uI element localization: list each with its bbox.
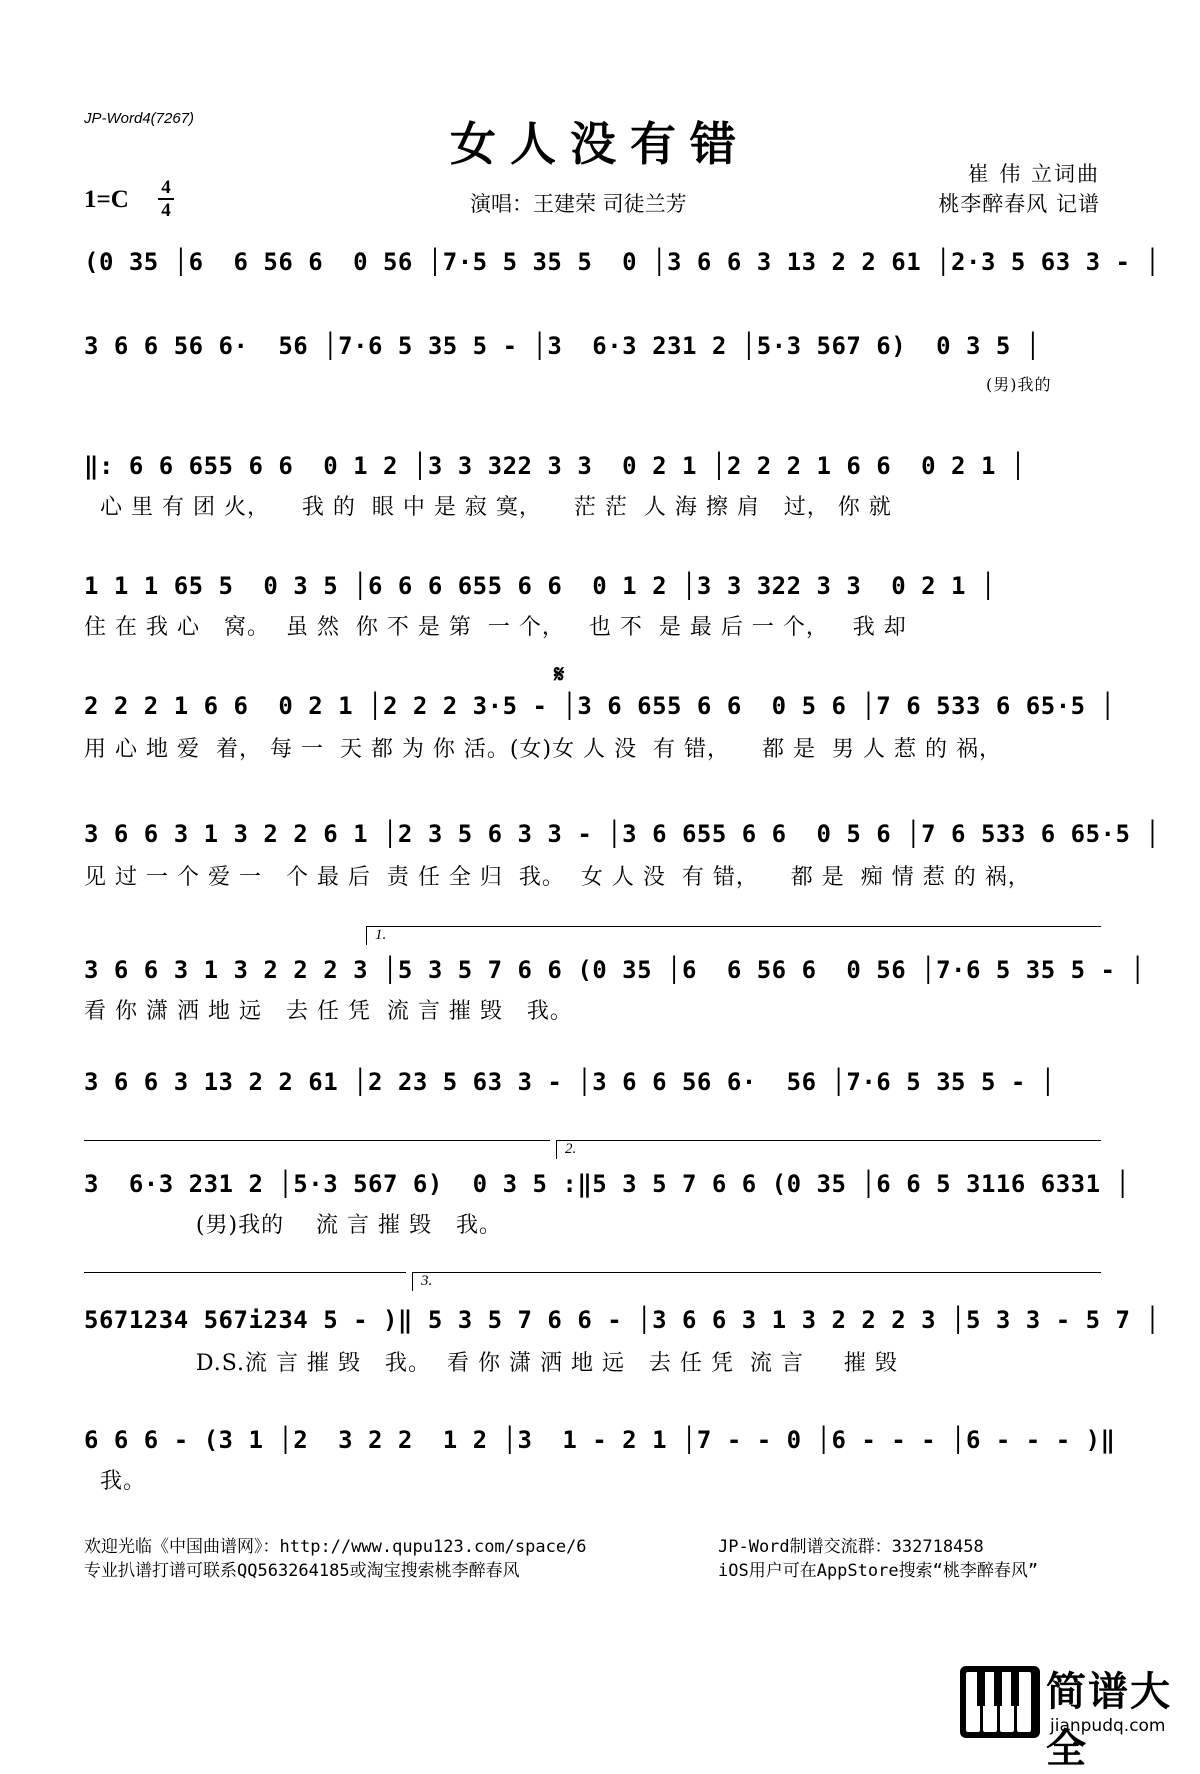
- volta-2-bracket: [556, 1140, 1101, 1159]
- logo-text: 简谱大全: [1046, 1669, 1172, 1772]
- volta-1-label: 1.: [375, 927, 387, 943]
- footer-website: 欢迎光临《中国曲谱网》：http://www.qupu123.com/space/6: [84, 1537, 587, 1557]
- score-row-11: 6 6 6 - (3 1 │2 3 2 2 1 2 │3 1 - 2 1 │7 - - 0 │6 - - - │6 - - - )‖: [84, 1426, 1116, 1454]
- composer-credit: 崔 伟 立词曲: [967, 162, 1100, 186]
- lyric-row-5: 用 心 地 爱 着， 每 一 天 都 为 你 活。(女)女 人 没 有 错， 都 是 男 人 惹 的 祸，: [84, 737, 1002, 762]
- lyric-row-3: 心 里 有 团 火， 我 的 眼 中 是 寂 寞， 茫 茫 人 海 擦 肩 过， 你 就: [84, 495, 892, 520]
- site-logo: [960, 1660, 1180, 1772]
- volta-3-label: 3.: [421, 1273, 433, 1289]
- singer-credit: 演唱：王建荣 司徒兰芳: [470, 192, 687, 216]
- lyric-row-9: (男)我的 流 言 摧 毁 我。: [84, 1213, 503, 1238]
- score-row-5: 2 2 2 1 6 6 0 2 1 │2 2 2 3·5 - │3 6 655 6 6 0 5 6 │7 6 533 6 65·5 │: [84, 692, 1116, 720]
- footer-contact: 专业扒谱打谱可联系QQ563264185或淘宝搜索桃李醉春风: [84, 1561, 520, 1581]
- transcriber-credit: 桃李醉春风 记谱: [938, 192, 1100, 216]
- lyric-row-6: 见 过 一 个 爱 一 个 最 后 责 任 全 归 我。 女 人 没 有 错， 都 是 痴 情 惹 的 祸，: [84, 865, 1031, 890]
- lyric-row-7: 看 你 潇 洒 地 远 去 任 凭 流 言 摧 毁 我。: [84, 999, 573, 1024]
- lyric-row-10: D.S.流 言 摧 毁 我。 看 你 潇 洒 地 远 去 任 凭 流 言 摧 毁: [84, 1351, 898, 1376]
- time-signature: [158, 178, 174, 220]
- logo-url: jianpudq.com: [1050, 1716, 1166, 1736]
- lyric-row-11: 我。: [84, 1469, 146, 1494]
- score-row-4: 1 1 1 65 5 0 3 5 │6 6 6 655 6 6 0 1 2 │3 3 322 3 3 0 2 1 │: [84, 572, 996, 600]
- lyric-row-4: 住 在 我 心 窝。 虽 然 你 不 是 第 一 个， 也 不 是 最 后 一 个， 我 却: [84, 615, 907, 640]
- key-signature: 1=C: [84, 186, 129, 213]
- lyric-row-2: (男)我的: [986, 375, 1052, 394]
- score-row-2: 3 6 6 56 6· 56 │7·6 5 35 5 - │3 6·3 231 2 │5·3 567 6) 0 3 5 │: [84, 332, 1041, 360]
- score-row-10: 5671234 567i234 5 - )‖ 5 3 5 7 6 6 - │3 6 6 3 1 3 2 2 2 3 │5 3 3 - 5 7 │: [84, 1306, 1161, 1334]
- score-row-8: 3 6 6 3 13 2 2 61 │2 23 5 63 3 - │3 6 6 56 6· 56 │7·6 5 35 5 - │: [84, 1068, 1056, 1096]
- time-signature-bottom: 4: [161, 200, 171, 221]
- score-row-7: 3 6 6 3 1 3 2 2 2 3 │5 3 5 7 6 6 (0 35 │6 6 56 6 0 56 │7·6 5 35 5 - │: [84, 956, 1146, 984]
- footer-ios: iOS用户可在AppStore搜索“桃李醉春风”: [718, 1561, 1039, 1581]
- score-row-6: 3 6 6 3 1 3 2 2 6 1 │2 3 5 6 3 3 - │3 6 655 6 6 0 5 6 │7 6 533 6 65·5 │: [84, 820, 1161, 848]
- score-row-1: (0 35 │6 6 56 6 0 56 │7·5 5 35 5 0 │3 6 6 3 13 2 2 61 │2·3 5 63 3 - │: [84, 248, 1161, 276]
- score-row-9: 3 6·3 231 2 │5·3 567 6) 0 3 5 :‖5 3 5 7 6 6 (0 35 │6 6 5 3116 6331 │: [84, 1170, 1131, 1198]
- piano-keys-icon: [960, 1666, 1040, 1738]
- volta-2-continuation: [84, 1272, 406, 1273]
- software-label: JP-Word4(7267): [84, 110, 195, 127]
- page-title: 女人没有错: [450, 117, 750, 171]
- volta-3-bracket: [412, 1272, 1101, 1291]
- time-signature-top: 4: [161, 177, 171, 198]
- score-row-3: ‖: 6 6 655 6 6 0 1 2 │3 3 322 3 3 0 2 1 │2 2 2 1 6 6 0 2 1 │: [84, 452, 1026, 480]
- volta-1-continuation: [84, 1140, 550, 1141]
- volta-1-bracket: [366, 926, 1101, 945]
- segno-sign: 𝄋: [554, 660, 565, 688]
- footer-group: JP-Word制谱交流群：332718458: [718, 1537, 984, 1557]
- volta-2-label: 2.: [565, 1141, 577, 1157]
